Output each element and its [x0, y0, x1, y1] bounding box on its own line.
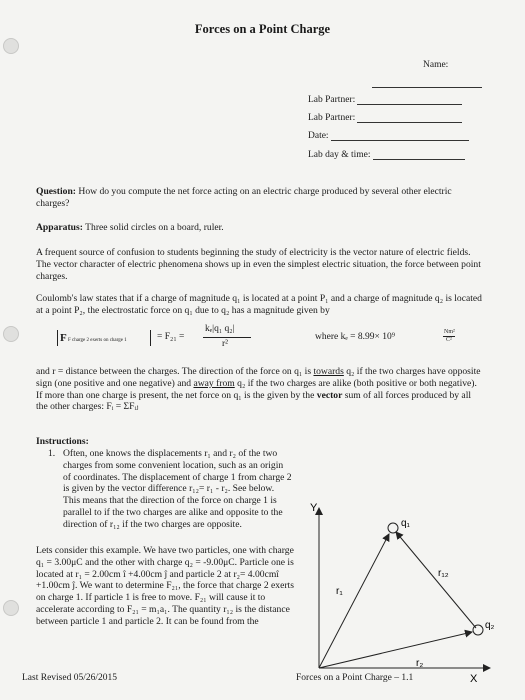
direction-part-4: sum of all forces produced by all the other charges: Fᵢ = ΣFᵢⱼ [36, 389, 472, 413]
coulomb-formula: F F charge 2 exerts on charge 1 = F₂₁ = kₑ|q₁ q₂| r² where kₑ = 8.99× 10⁹ Nm² C² [57, 326, 487, 356]
apparatus-label: Apparatus: [36, 222, 83, 233]
r12-label: r₁₂ [438, 568, 449, 579]
footer-revised: Last Revised 05/26/2015 [22, 673, 117, 683]
lab-day-label: Lab day & time: [308, 150, 371, 160]
r2-vector [319, 632, 472, 668]
r1-vector [319, 534, 389, 668]
r1-label: r₁ [336, 586, 343, 597]
intro-paragraph: A frequent source of confusion to students beginning the study of electricity is the vector nature of electric fields. The vector character of electric phenomena shows up in even the simplest electric situation, the force between point charges. [36, 247, 481, 282]
units-numerator: Nm² [444, 329, 455, 335]
instructions-heading: Instructions: [36, 436, 89, 447]
r2-label: r₂ [416, 658, 424, 669]
vector-diagram [300, 500, 500, 685]
date-line[interactable] [331, 131, 469, 141]
instruction-1-number: 1. [48, 448, 56, 459]
page-title: Forces on a Point Charge [194, 22, 331, 36]
question-section [36, 186, 476, 210]
abs-bar-right [150, 330, 151, 346]
binder-hole-bottom [3, 600, 19, 616]
q2-label: q₂ [485, 620, 495, 631]
lab-day-field [308, 150, 465, 160]
example-paragraph: Lets consider this example. We have two particles, one with charge q₁ = 3.00μC and the other with charge q₂ = -9.00μC. Particle one is located at r₁ = 2.00cm î +4.00cm ĵ and particle 2 at r₂= 4.00cmî +1.00cm ĵ. We want to determine F₂₁, the force that charge 2 exerts on charge 1. If particle 1 is free to move. F₂₁ will cause it to accelerate according to F₂₁ = m₁a₁. The quantity r₁₂ is the distance between particle 1 and particle 2. It can be found from the [36, 545, 294, 627]
apparatus-text: Three solid circles on a board, ruler. [85, 222, 224, 233]
units-denominator: C² [446, 337, 452, 343]
lab-partner-2-field [308, 113, 462, 123]
direction-away: away from [193, 377, 235, 389]
r12-vector [396, 532, 476, 628]
direction-part-1: and r = distance between the charges. The direction of the force on q₁ is [36, 366, 314, 377]
direction-towards: towards [313, 366, 344, 377]
lab-partner-1-line[interactable] [357, 95, 462, 105]
formula-denominator: r² [222, 339, 229, 349]
apparatus-section [36, 222, 476, 234]
name-line[interactable] [372, 78, 482, 88]
binder-hole-middle [3, 326, 19, 342]
lab-day-line[interactable] [373, 150, 465, 160]
date-label: Date: [308, 131, 329, 141]
name-label: Name: [423, 60, 449, 70]
lab-partner-2-label: Lab Partner: [308, 113, 356, 123]
instruction-1-body: Often, one knows the displacements r₁ and r₂ of the two charges from some convenient location, such as an origin of coordinates. The displacement of charge 1 from charge 2 is given by the vector difference r₁₂= r₁ - r₂. See below. This means that the direction of the force on charge 1 is parallel to if the two charges are alike and opposite to the direction of r₁₂ if the two charges are opposite. [63, 448, 292, 530]
q1-label: q₁ [401, 518, 410, 529]
direction-part-3: q₂ if the two charges are alike (both positive or both negative). If more than one charge is present, the net force on q₁ is the given by the [36, 377, 477, 401]
binder-hole-top [3, 38, 19, 54]
charge-1-circle [388, 523, 398, 533]
direction-part-2: q₂ if the two charges have opposite sign (one positive and one negative) and [36, 366, 481, 389]
coulomb-paragraph: Coulomb's law states that if a charge of magnitude q₁ is located at a point P₁ and a charge of magnitude q₂ is located at a point P₂, the electrostatic force on q₁ due to q₂ has a magnitude given by [36, 293, 482, 316]
formula-lhs: = F₂₁ = [157, 332, 185, 342]
footer-title: Forces on a Point Charge – 1.1 [296, 673, 414, 683]
charge-2-circle [473, 625, 483, 635]
abs-bar-left [57, 330, 58, 346]
instructions-label [36, 436, 89, 448]
lab-partner-1-label: Lab Partner: [308, 95, 356, 105]
fraction-bar [203, 337, 251, 338]
lab-partner-1-field [308, 95, 462, 105]
y-axis-label: Y [310, 502, 318, 514]
question-text: How do you compute the net force acting on an electric charge produced by several other electric charges? [36, 186, 452, 209]
lab-partner-2-line[interactable] [357, 113, 462, 123]
formula-numerator: kₑ|q₁ q₂| [205, 324, 235, 334]
formula-box-label: F charge 2 exerts on charge 1 [68, 338, 127, 343]
question-label: Question: [36, 186, 76, 197]
formula-constant: where kₑ = 8.99× 10⁹ [315, 332, 396, 342]
date-field [308, 131, 469, 141]
x-axis-label: X [470, 673, 478, 685]
direction-paragraph [36, 366, 482, 413]
direction-vector-word: vector [316, 389, 343, 401]
name-field [423, 60, 448, 70]
